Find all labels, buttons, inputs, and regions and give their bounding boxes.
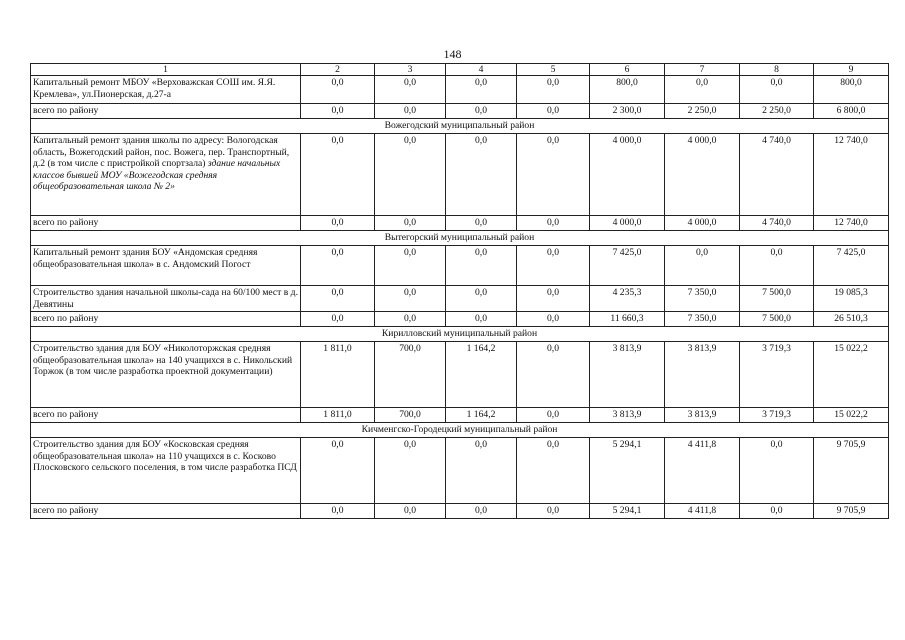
value-cell: 0,0 xyxy=(517,438,590,504)
value-cell: 0,0 xyxy=(375,438,446,504)
value-cell: 3 813,9 xyxy=(590,408,665,423)
value-cell: 1 811,0 xyxy=(301,408,375,423)
value-cell: 0,0 xyxy=(301,312,375,327)
column-header: 3 xyxy=(375,64,446,76)
value-cell: 7 500,0 xyxy=(740,312,814,327)
district-section-row xyxy=(31,119,889,134)
value-cell: 11 660,3 xyxy=(590,312,665,327)
value-cell: 0,0 xyxy=(517,246,590,286)
value-cell: 7 425,0 xyxy=(590,246,665,286)
value-cell: 3 813,9 xyxy=(590,342,665,408)
column-header: 1 xyxy=(31,64,301,76)
value-cell: 4 411,8 xyxy=(665,438,740,504)
value-cell: 0,0 xyxy=(301,134,375,216)
value-cell: 19 085,3 xyxy=(814,286,889,312)
value-cell: 0,0 xyxy=(301,104,375,119)
project-row xyxy=(31,342,889,408)
description-text: всего по району xyxy=(33,105,99,117)
value-cell: 15 022,2 xyxy=(814,408,889,423)
value-cell: 0,0 xyxy=(375,134,446,216)
project-row xyxy=(31,438,889,504)
value-cell: 0,0 xyxy=(301,286,375,312)
value-cell: 0,0 xyxy=(740,246,814,286)
value-cell: 15 022,2 xyxy=(814,342,889,408)
description-italic-note: здание начальных классов бывшей МОУ «Вожегодская средняя общеобразовательная школа № 2» xyxy=(33,158,281,193)
description-text: Капитальный ремонт здания БОУ «Андомская средняя общеобразовательная школа» в с. Андомский Погост xyxy=(33,247,258,270)
value-cell: 0,0 xyxy=(301,246,375,286)
column-header-row xyxy=(31,64,889,76)
district-total-row xyxy=(31,408,889,423)
value-cell: 1 811,0 xyxy=(301,342,375,408)
total-label xyxy=(31,216,301,231)
value-cell: 5 294,1 xyxy=(590,504,665,519)
column-header: 4 xyxy=(446,64,517,76)
value-cell: 0,0 xyxy=(517,76,590,104)
value-cell: 0,0 xyxy=(517,312,590,327)
value-cell: 7 350,0 xyxy=(665,312,740,327)
description-text: всего по району xyxy=(33,217,99,229)
total-label xyxy=(31,504,301,519)
value-cell: 0,0 xyxy=(517,104,590,119)
value-cell: 0,0 xyxy=(517,342,590,408)
value-cell: 0,0 xyxy=(740,76,814,104)
value-cell: 0,0 xyxy=(375,104,446,119)
value-cell: 0,0 xyxy=(301,216,375,231)
district-title: Кирилловский муниципальный район xyxy=(31,327,889,342)
value-cell: 0,0 xyxy=(446,312,517,327)
value-cell: 0,0 xyxy=(446,216,517,231)
value-cell: 2 250,0 xyxy=(740,104,814,119)
project-description xyxy=(31,438,301,504)
value-cell: 700,0 xyxy=(375,342,446,408)
value-cell: 4 235,3 xyxy=(590,286,665,312)
value-cell: 0,0 xyxy=(446,286,517,312)
column-header: 9 xyxy=(814,64,889,76)
project-row xyxy=(31,134,889,216)
project-description xyxy=(31,76,301,104)
total-label xyxy=(31,312,301,327)
value-cell: 4 740,0 xyxy=(740,134,814,216)
value-cell: 7 425,0 xyxy=(814,246,889,286)
value-cell: 0,0 xyxy=(446,438,517,504)
value-cell: 700,0 xyxy=(375,408,446,423)
description-text: всего по району xyxy=(33,409,99,421)
project-description xyxy=(31,286,301,312)
value-cell: 0,0 xyxy=(375,76,446,104)
district-title: Вытегорский муниципальный район xyxy=(31,231,889,246)
value-cell: 0,0 xyxy=(665,76,740,104)
description-text: Строительство здания начальной школы-сада на 60/100 мест в д. Девятины xyxy=(33,287,298,310)
description-text: всего по району xyxy=(33,505,99,517)
value-cell: 800,0 xyxy=(814,76,889,104)
project-row xyxy=(31,76,889,104)
value-cell: 7 350,0 xyxy=(665,286,740,312)
project-description xyxy=(31,342,301,408)
value-cell: 0,0 xyxy=(740,504,814,519)
description-text: всего по району xyxy=(33,313,99,325)
budget-table xyxy=(30,63,889,519)
value-cell: 4 411,8 xyxy=(665,504,740,519)
district-total-row xyxy=(31,312,889,327)
value-cell: 2 300,0 xyxy=(590,104,665,119)
district-section-row xyxy=(31,231,889,246)
value-cell: 0,0 xyxy=(375,246,446,286)
column-header: 2 xyxy=(301,64,375,76)
value-cell: 0,0 xyxy=(446,246,517,286)
value-cell: 9 705,9 xyxy=(814,504,889,519)
value-cell: 0,0 xyxy=(665,246,740,286)
district-section-row xyxy=(31,327,889,342)
district-section-row xyxy=(31,423,889,438)
value-cell: 26 510,3 xyxy=(814,312,889,327)
description-text: Капитальный ремонт здания школы по адресу: Вологодская область, Вожегодский район, пос. Вожега, пер. Транспортный, д.2 (в том числе с пристройкой спортзала) xyxy=(33,135,290,170)
value-cell: 0,0 xyxy=(446,134,517,216)
value-cell: 12 740,0 xyxy=(814,216,889,231)
project-row xyxy=(31,246,889,286)
value-cell: 6 800,0 xyxy=(814,104,889,119)
value-cell: 4 000,0 xyxy=(590,134,665,216)
project-row xyxy=(31,286,889,312)
district-title: Вожегодский муниципальный район xyxy=(31,119,889,134)
value-cell: 3 813,9 xyxy=(665,342,740,408)
column-header: 7 xyxy=(665,64,740,76)
description-text: Строительство здания для БОУ «Косковская средняя общеобразовательная школа» на 110 учащихся в с. Косково Плосковского сельского поселения, в том числе разработка ПСД xyxy=(33,439,297,474)
value-cell: 0,0 xyxy=(517,134,590,216)
page-number: 148 xyxy=(443,47,462,61)
value-cell: 2 250,0 xyxy=(665,104,740,119)
value-cell: 7 500,0 xyxy=(740,286,814,312)
value-cell: 5 294,1 xyxy=(590,438,665,504)
value-cell: 0,0 xyxy=(517,408,590,423)
value-cell: 0,0 xyxy=(446,76,517,104)
description-text: Капитальный ремонт МБОУ «Верховажская СОШ им. Я.Я. Кремлева», ул.Пионерская, д.27-а xyxy=(33,77,276,100)
value-cell: 0,0 xyxy=(375,312,446,327)
value-cell: 3 813,9 xyxy=(665,408,740,423)
value-cell: 0,0 xyxy=(375,216,446,231)
value-cell: 0,0 xyxy=(375,286,446,312)
value-cell: 0,0 xyxy=(517,286,590,312)
value-cell: 4 740,0 xyxy=(740,216,814,231)
value-cell: 12 740,0 xyxy=(814,134,889,216)
total-label xyxy=(31,408,301,423)
district-total-row xyxy=(31,216,889,231)
project-description xyxy=(31,246,301,286)
value-cell: 3 719,3 xyxy=(740,408,814,423)
value-cell: 0,0 xyxy=(740,438,814,504)
value-cell: 0,0 xyxy=(301,504,375,519)
value-cell: 0,0 xyxy=(301,76,375,104)
value-cell: 800,0 xyxy=(590,76,665,104)
description-text: Строительство здания для БОУ «Николоторжская средняя общеобразовательная школа» на 140 учащихся в с. Никольский Торжок (в том числе разработка проектной документации) xyxy=(33,343,293,378)
total-label xyxy=(31,104,301,119)
value-cell: 0,0 xyxy=(517,216,590,231)
value-cell: 0,0 xyxy=(446,504,517,519)
column-header: 6 xyxy=(590,64,665,76)
value-cell: 4 000,0 xyxy=(665,134,740,216)
district-total-row xyxy=(31,104,889,119)
value-cell: 0,0 xyxy=(517,504,590,519)
value-cell: 4 000,0 xyxy=(665,216,740,231)
value-cell: 0,0 xyxy=(301,438,375,504)
value-cell: 4 000,0 xyxy=(590,216,665,231)
value-cell: 1 164,2 xyxy=(446,342,517,408)
district-total-row xyxy=(31,504,889,519)
project-description xyxy=(31,134,301,216)
value-cell: 0,0 xyxy=(375,504,446,519)
column-header: 5 xyxy=(517,64,590,76)
value-cell: 0,0 xyxy=(446,104,517,119)
value-cell: 1 164,2 xyxy=(446,408,517,423)
column-header: 8 xyxy=(740,64,814,76)
district-title: Кичменгско-Городецкий муниципальный район xyxy=(31,423,889,438)
value-cell: 9 705,9 xyxy=(814,438,889,504)
value-cell: 3 719,3 xyxy=(740,342,814,408)
